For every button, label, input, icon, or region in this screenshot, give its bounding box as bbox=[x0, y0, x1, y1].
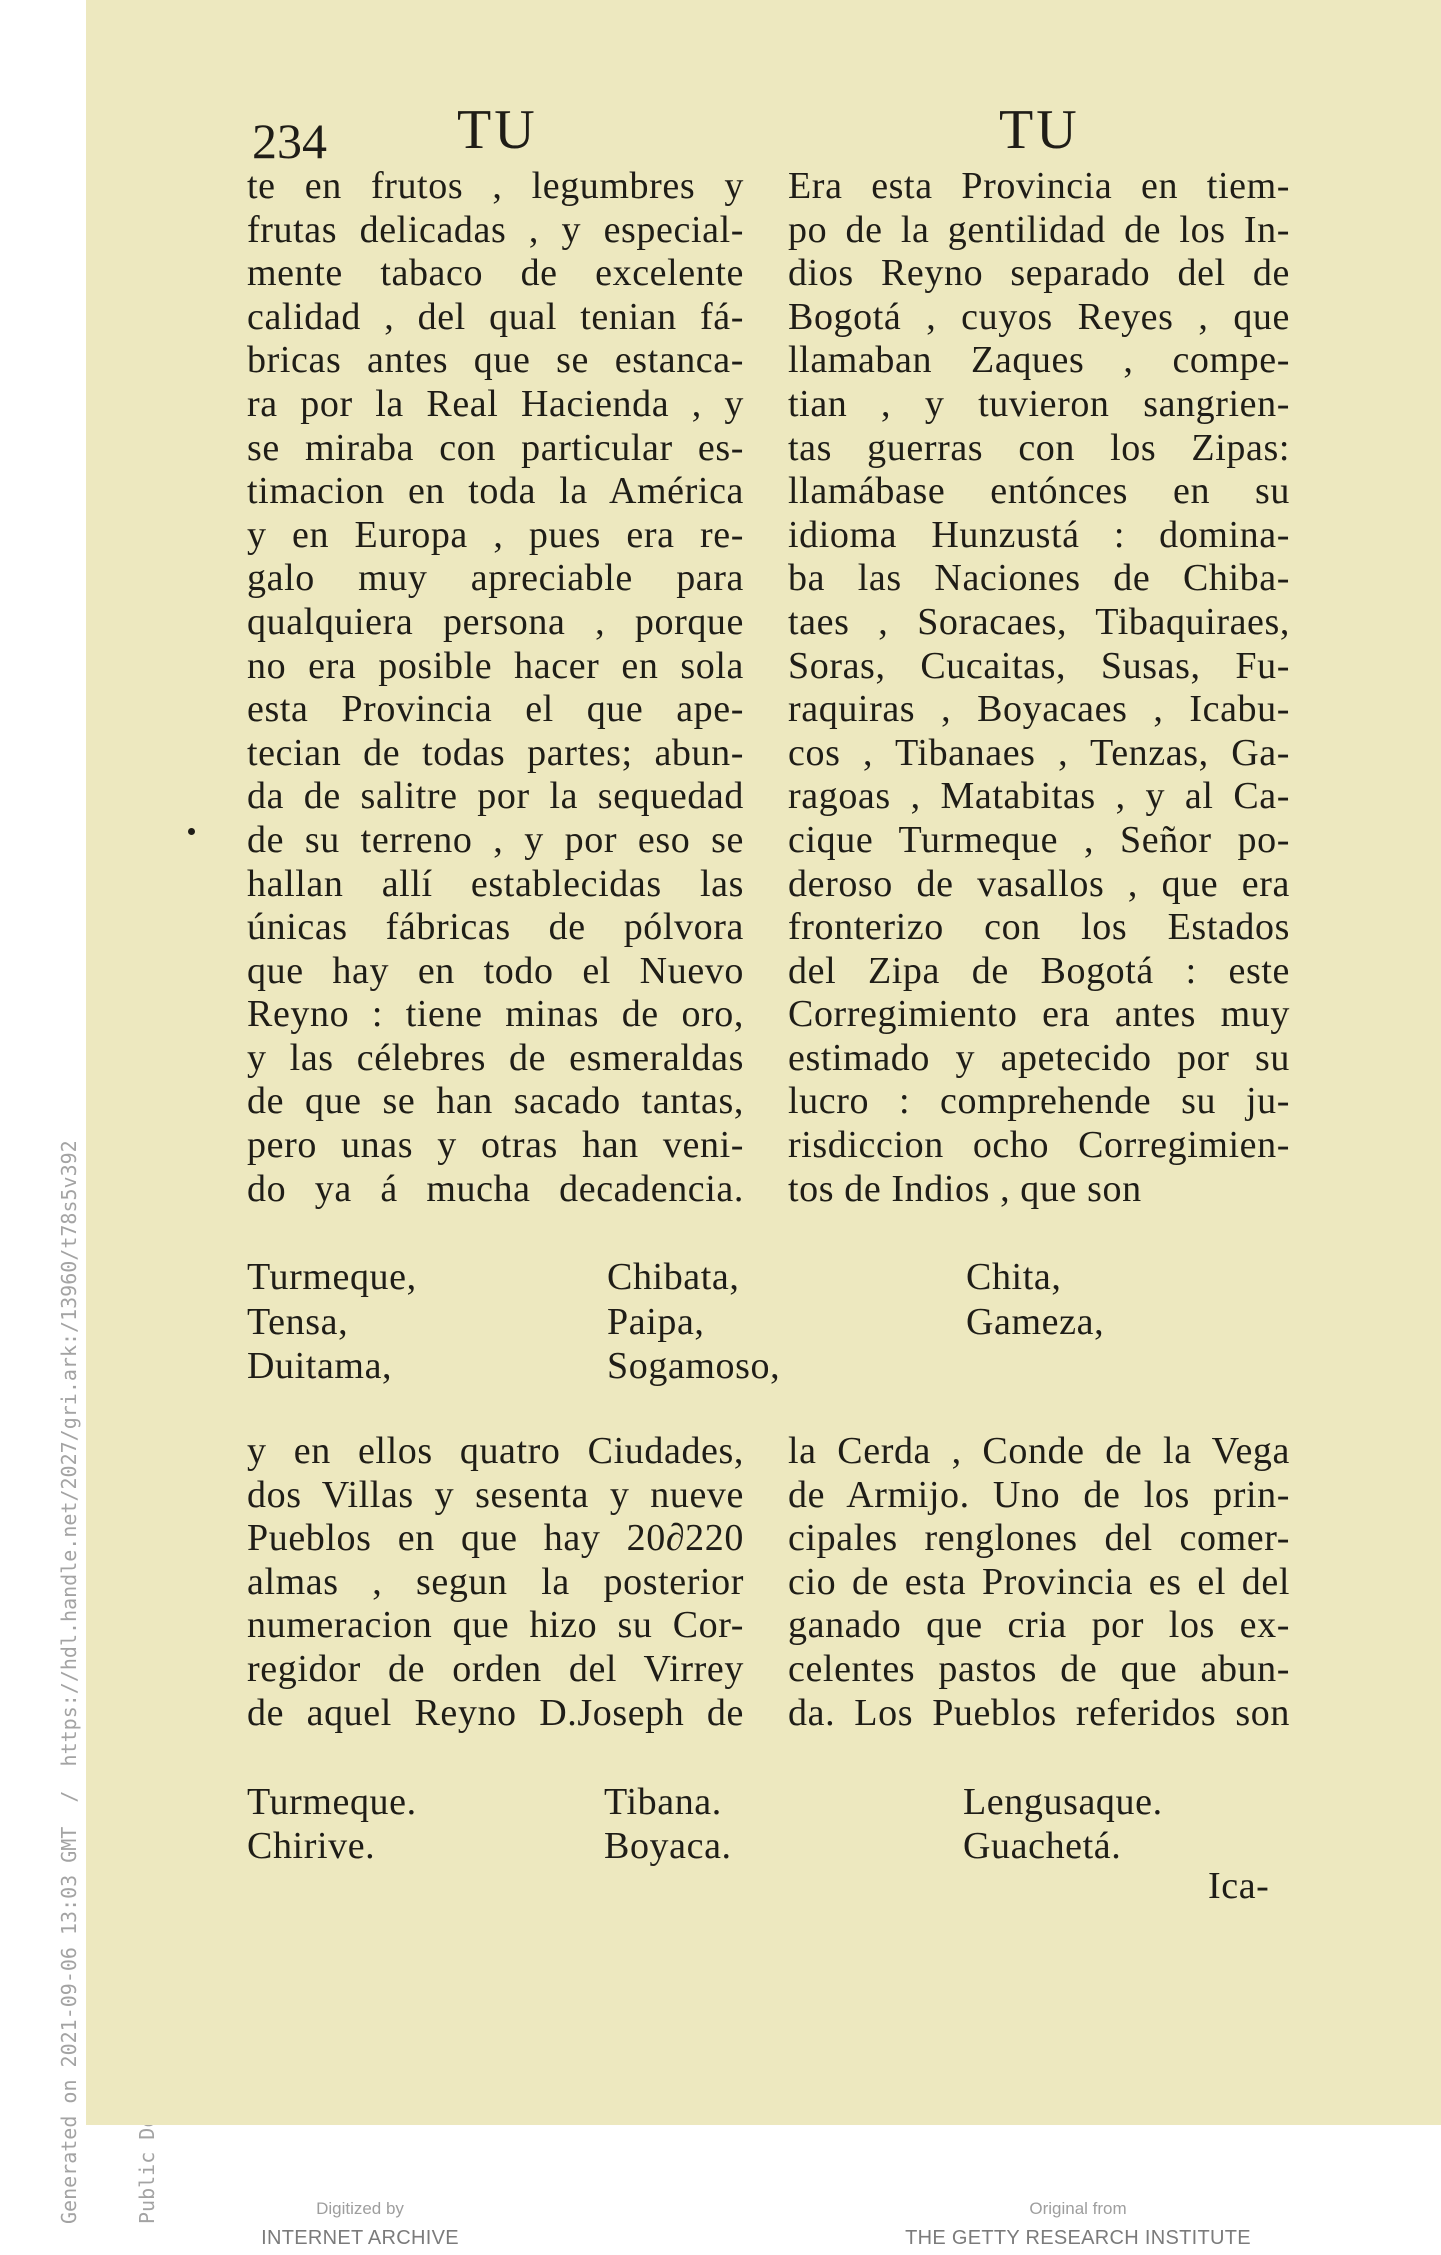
pueblos-list-column-3 bbox=[963, 1781, 1163, 1868]
text-line: raquiras , Boyacaes , Icabu- bbox=[788, 688, 1290, 731]
corregimientos-list-column-2 bbox=[607, 1255, 780, 1389]
text-line: de que se han sacado tantas, bbox=[247, 1080, 744, 1123]
text-line: po de la gentilidad de los In- bbox=[788, 208, 1290, 251]
list-entry: Chita, bbox=[966, 1256, 1062, 1298]
list-entry: Lengusaque. bbox=[963, 1781, 1163, 1823]
text-line: y en ellos quatro Ciudades, bbox=[247, 1430, 744, 1472]
text-line: cipales renglones del comer- bbox=[788, 1517, 1290, 1560]
text-line: del Zipa de Bogotá : este bbox=[788, 949, 1290, 992]
hathitrust-watermark bbox=[4, 1074, 81, 2224]
text-line: cique Turmeque , Señor po- bbox=[788, 818, 1290, 861]
footer-original bbox=[828, 2198, 1328, 2252]
page-number: 234 bbox=[252, 113, 327, 169]
text-line: llamaban Zaques , compe- bbox=[788, 339, 1290, 382]
text-line: Bogotá , cuyos Reyes , que bbox=[788, 295, 1290, 338]
text-line: te en frutos , legumbres y bbox=[247, 165, 744, 207]
pueblos-list-column-2 bbox=[604, 1781, 732, 1868]
footer-digitized bbox=[110, 2198, 610, 2252]
text-line: calidad , del qual tenian fá- bbox=[247, 295, 744, 338]
text-line: cos , Tibanaes , Tenzas, Ga- bbox=[788, 731, 1290, 774]
text-line: timacion en toda la América bbox=[247, 470, 744, 513]
list-entry: Duitama, bbox=[247, 1345, 393, 1387]
paragraph-2-left-column bbox=[247, 1430, 744, 1735]
list-entry: Paipa, bbox=[607, 1300, 705, 1343]
text-line: Soras, Cucaitas, Susas, Fu- bbox=[788, 644, 1290, 687]
text-line: llamábase entónces en su bbox=[788, 470, 1290, 513]
text-line: do ya á mucha decadencia. bbox=[247, 1167, 744, 1210]
corregimientos-list-column-1 bbox=[247, 1255, 417, 1389]
text-line: ganado que cria por los ex- bbox=[788, 1604, 1290, 1647]
text-line: mente tabaco de excelente bbox=[247, 252, 744, 295]
text-line: frutas delicadas , y especial- bbox=[247, 208, 744, 251]
text-line: estimado y apetecido por su bbox=[788, 1036, 1290, 1079]
list-entry: Guachetá. bbox=[963, 1824, 1122, 1867]
pueblos-list-column-1 bbox=[247, 1781, 417, 1868]
text-line: da. Los Pueblos referidos son bbox=[788, 1691, 1290, 1734]
paragraph-2-right-column bbox=[788, 1430, 1290, 1735]
list-entry: Gameza, bbox=[966, 1300, 1105, 1343]
text-line: de Armijo. Uno de los prin- bbox=[788, 1473, 1290, 1516]
text-line: dios Reyno separado del de bbox=[788, 252, 1290, 295]
catchword: Ica- bbox=[1208, 1865, 1270, 1907]
text-line: fronterizo con los Estados bbox=[788, 906, 1290, 949]
text-line: risdiccion ocho Corregimien- bbox=[788, 1124, 1290, 1167]
list-entry: Tensa, bbox=[247, 1300, 349, 1343]
digitized-label: Digitized by bbox=[316, 2199, 404, 2218]
text-line: Era esta Provincia en tiem- bbox=[788, 165, 1290, 207]
text-line: dos Villas y sesenta y nueve bbox=[247, 1473, 744, 1516]
original-source: THE GETTY RESEARCH INSTITUTE bbox=[905, 2227, 1251, 2249]
running-head-right: TU bbox=[999, 99, 1080, 161]
text-line: Corregimiento era antes muy bbox=[788, 993, 1290, 1036]
text-line: idioma Hunzustá : domina- bbox=[788, 513, 1290, 556]
text-line: esta Provincia el que ape- bbox=[247, 688, 744, 731]
text-line: Reyno : tiene minas de oro, bbox=[247, 993, 744, 1036]
text-line: regidor de orden del Virrey bbox=[247, 1647, 744, 1690]
list-entry: Boyaca. bbox=[604, 1824, 732, 1867]
text-line: y las célebres de esmeraldas bbox=[247, 1036, 744, 1079]
paragraph-1-left-column bbox=[247, 165, 744, 1211]
text-line: numeracion que hizo su Cor- bbox=[247, 1604, 744, 1647]
list-entry: Turmeque. bbox=[247, 1781, 417, 1823]
text-line: qualquiera persona , porque bbox=[247, 600, 744, 643]
list-entry: Sogamoso, bbox=[607, 1345, 781, 1387]
text-line: la Cerda , Conde de la Vega bbox=[788, 1430, 1290, 1472]
text-line: tas guerras con los Zipas: bbox=[788, 426, 1290, 469]
running-head-left: TU bbox=[457, 99, 538, 161]
text-line: almas , segun la posterior bbox=[247, 1560, 744, 1603]
text-line: deroso de vasallos , que era bbox=[788, 862, 1290, 905]
text-line: se miraba con particular es- bbox=[247, 426, 744, 469]
margin-mark bbox=[188, 828, 195, 835]
text-line: da de salitre por la sequedad bbox=[247, 775, 744, 818]
text-line: ra por la Real Hacienda , y bbox=[247, 382, 744, 425]
list-entry: Tibana. bbox=[604, 1781, 722, 1823]
text-line: que hay en todo el Nuevo bbox=[247, 949, 744, 992]
text-line: lucro : comprehende su ju- bbox=[788, 1080, 1290, 1123]
text-line: bricas antes que se estanca- bbox=[247, 339, 744, 382]
text-line: galo muy apreciable para bbox=[247, 557, 744, 600]
text-line: de su terreno , y por eso se bbox=[247, 818, 744, 861]
text-line: taes , Soracaes, Tibaquiraes, bbox=[788, 600, 1290, 643]
text-line: tian , y tuvieron sangrien- bbox=[788, 382, 1290, 425]
text-line: pero unas y otras han veni- bbox=[247, 1124, 744, 1167]
text-line: de aquel Reyno D.Joseph de bbox=[247, 1691, 744, 1734]
text-line: celentes pastos de que abun- bbox=[788, 1647, 1290, 1690]
text-line: ba las Naciones de Chiba- bbox=[788, 557, 1290, 600]
page-scan bbox=[86, 0, 1441, 2125]
digitized-source: INTERNET ARCHIVE bbox=[261, 2227, 459, 2249]
text-line: tos de Indios , que son bbox=[788, 1167, 1142, 1210]
text-line: ragoas , Matabitas , y al Ca- bbox=[788, 775, 1290, 818]
text-line: Pueblos en que hay 20∂220 bbox=[247, 1517, 744, 1560]
text-line: y en Europa , pues era re- bbox=[247, 513, 744, 556]
paragraph-1-right-column bbox=[788, 165, 1290, 1211]
list-entry: Turmeque, bbox=[247, 1256, 417, 1298]
text-line: cio de esta Provincia es el del bbox=[788, 1560, 1290, 1603]
list-entry: Chirive. bbox=[247, 1824, 376, 1867]
text-line: tecian de todas partes; abun- bbox=[247, 731, 744, 774]
list-entry: Chibata, bbox=[607, 1256, 740, 1298]
original-label: Original from bbox=[1029, 2199, 1127, 2218]
watermark-generated-line: Generated on 2021-09-06 13:03 GMT / https://hdl.handle.net/2027/gri.ark:/13960/t78s5v392 bbox=[57, 1140, 81, 2224]
text-line: únicas fábricas de pólvora bbox=[247, 906, 744, 949]
text-line: hallan allí establecidas las bbox=[247, 862, 744, 905]
corregimientos-list-column-3 bbox=[966, 1255, 1104, 1344]
text-line: no era posible hacer en sola bbox=[247, 644, 744, 687]
